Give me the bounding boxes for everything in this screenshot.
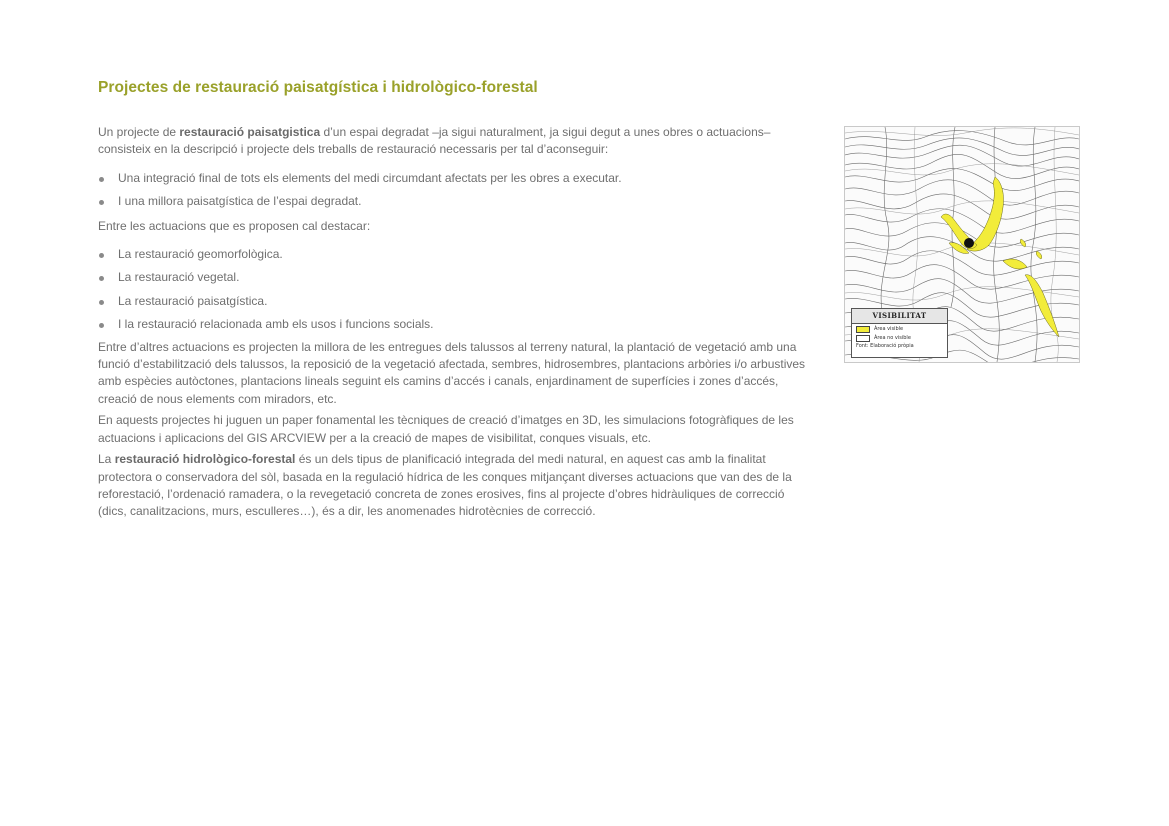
visibility-map xyxy=(844,126,1080,363)
list-item-text: Una integració final de tots els elements del medi circumdant afectats per les obres a executar. xyxy=(118,170,622,185)
actions-list xyxy=(98,246,810,334)
legend-visible-label: Àrea visible xyxy=(874,326,904,332)
list-item-text: I la restauració relacionada amb els usos i funcions socials. xyxy=(118,317,434,332)
list-item-text: La restauració paisatgística. xyxy=(118,293,268,308)
legend-not-visible-row xyxy=(852,334,947,342)
list-item xyxy=(98,269,810,286)
techniques-paragraph: En aquests projectes hi juguen un paper fonamental les tècniques de creació d’imatges en 3D, les simulacions fotogràfiques de les actuacions i aplicacions del GIS ARCVIEW per a la creació de mapes de visibilitat, conques visuals, etc. xyxy=(98,413,794,445)
bullet-icon xyxy=(99,300,104,305)
bullet-icon xyxy=(99,276,104,281)
intro-paragraph xyxy=(98,124,810,159)
viewpoint-dot-icon xyxy=(964,238,974,248)
bullet-icon xyxy=(99,200,104,205)
bullet-icon xyxy=(99,323,104,328)
visible-swatch-icon xyxy=(856,326,870,333)
hydro-after: és un dels tipus de planificació integrada del medi natural, en aquest cas amb la finalitat protectora o conservadora del sòl, basada en la regulació hídrica de les conques mitjançant diverses actuacions que van des de la reforestació, l’ordenació ramadera, o la revegetació concreta de zones erosives, fins al projecte d’obres hidràuliques de correcció (dics, canalitzacions, murs, esculleres…), és a dir, les anomenades hidrotècnies de correcció. xyxy=(98,452,792,519)
hydro-bold-term: restauració hidrològico-forestal xyxy=(114,452,296,467)
hydro-paragraph xyxy=(98,451,810,521)
intro-before: Un projecte de xyxy=(98,125,180,139)
page-title: Projectes de restauració paisatgística i hidrològico-forestal xyxy=(98,79,538,96)
list-item-text: La restauració vegetal. xyxy=(118,270,240,285)
legend-not-visible-label: Àrea no visible xyxy=(874,335,911,341)
legend-title: VISIBILITAT xyxy=(852,309,947,324)
list-item xyxy=(98,246,810,263)
list-item xyxy=(98,193,810,210)
main-content xyxy=(98,124,810,521)
bullet-icon xyxy=(99,253,104,258)
goals-list xyxy=(98,170,810,211)
actions-intro: Entre les actuacions que es proposen cal destacar: xyxy=(98,218,371,233)
list-item xyxy=(98,170,810,187)
list-item xyxy=(98,293,810,310)
list-item-text: I una millora paisatgística de l’espai degradat. xyxy=(118,194,362,209)
map-legend xyxy=(851,308,948,358)
list-item-text: La restauració geomorfològica. xyxy=(118,247,283,262)
intro-after: d’un espai degradat –ja sigui naturalment, ja sigui degut a unes obres o actuacions– consisteix en la descripció i projecte dels treballs de restauració necessaris per tal d’aconseguir: xyxy=(98,125,771,157)
not-visible-swatch-icon xyxy=(856,335,870,342)
intro-bold-term: restauració paisatgistica xyxy=(179,125,321,139)
legend-visible-row xyxy=(852,325,947,333)
legend-source: Font: Elaboració pròpia xyxy=(856,343,914,349)
other-actions-paragraph: Entre d’altres actuacions es projecten la millora de les entregues dels talussos al terreny natural, la plantació de vegetació amb una funció d’estabilització dels talussos, la reposició de la vegetació afectada, sembres, hidrosembres, plantacions arbòries i/o arbustives amb espècies autòctones, plantacions lineals seguint els camins d’accés i canals, enjardinament de superfícies i zones d’accés, creació de nous elements com miradors, etc. xyxy=(98,339,806,406)
list-item xyxy=(98,316,810,333)
hydro-before: La xyxy=(98,452,115,467)
bullet-icon xyxy=(99,177,104,182)
